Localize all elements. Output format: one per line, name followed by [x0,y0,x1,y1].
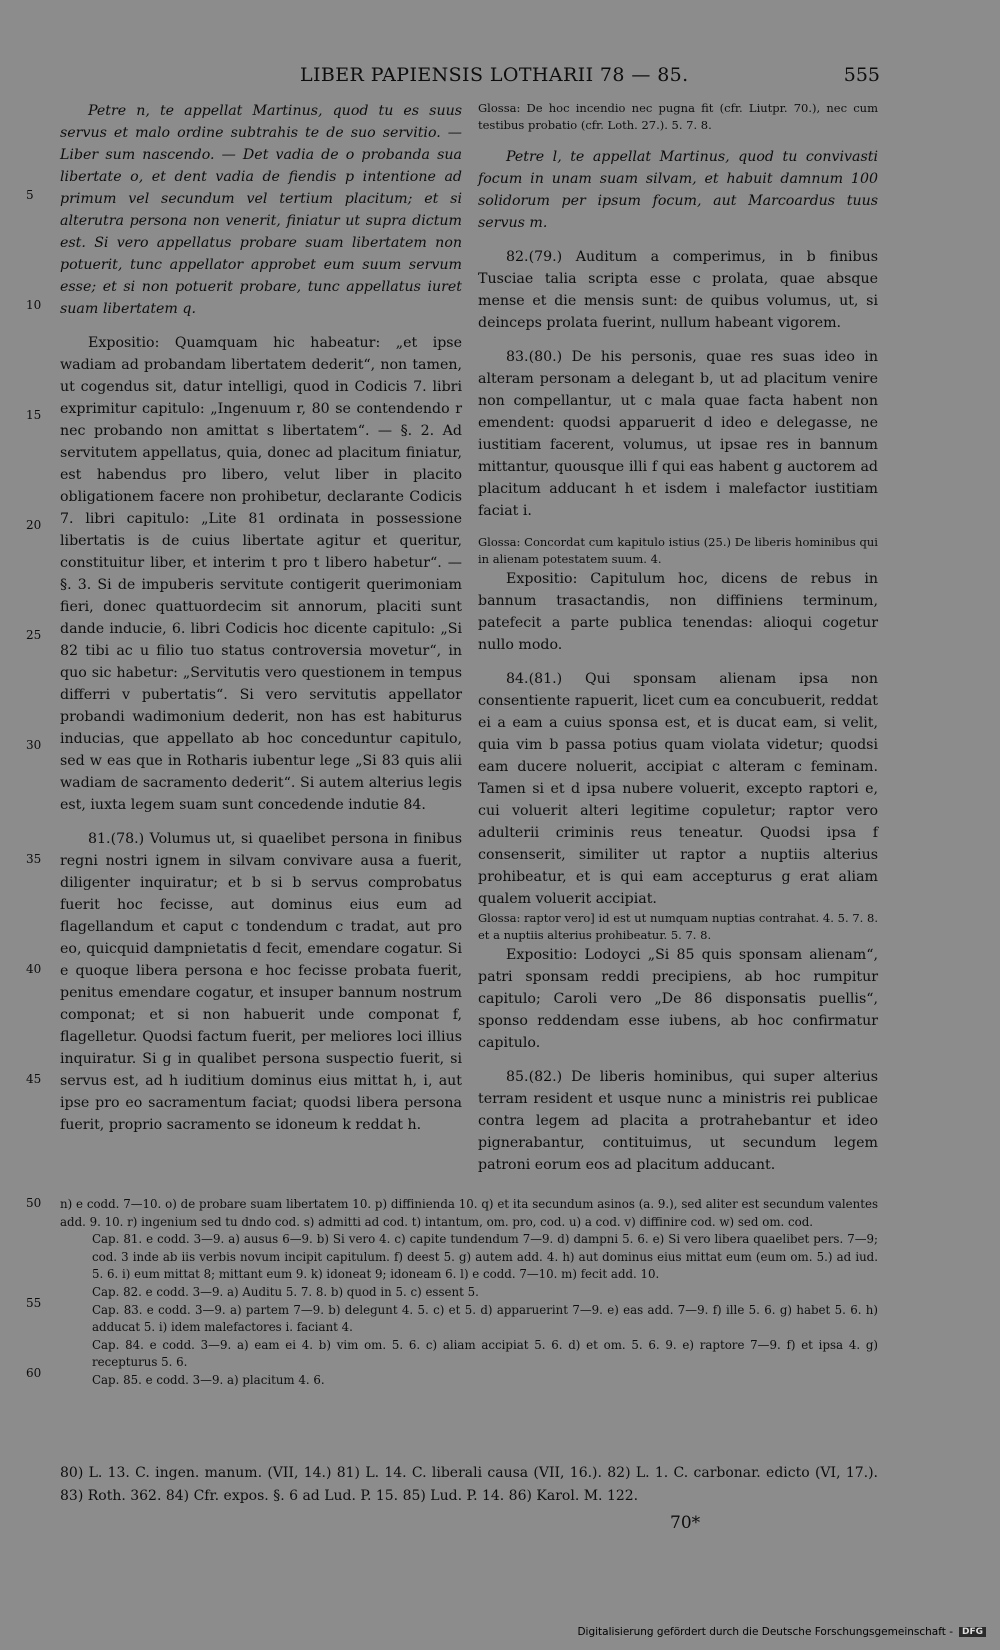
expositio-paragraph: Expositio: Quamquam hic habeatur: „et ipse wadiam ad probandam libertatem dederit“, non tamen, ut cogendus sit, datur intelligi, quod in Codicis 7. libri exprimitur capitulo: „Ingenuum r, 80 se contendendo r nec probando non amittat s libertatem“. — §. 2. Ad servitutem appellatus, quia, donec ad placitum finiatur, est habendus pro libero, velut liber in placito obligationem facere non prohibetur, declarante Codicis 7. libri capitulo: „Lite 81 ordinata in possessione libertatis is de cuius libertate agitur et queritur, constituitur liber, et interim t pro t libero habetur“. — §. 3. Si de impuberis servitute contigerit querimoniam fieri, donec quattuordecim sit annorum, placiti sunt dande inducie, 6. libri Codicis hoc dicente capitulo: „Si 82 tibi ac u filio tuo status controversia movetur“, in quo sic habetur: „Servitutis vero questionem in tempus differri v pubertatis“. Si vero servitutis appellator probandi wadimonium dederit, non has est habiturus inducias, que appellato ab hoc conceduntur capitulo, sed w eas que in Rotharis iubentur lege „Si 83 quis alii wadiam de sacramento dederit“. Si autem alterius legis est, iuxta legem suam sunt concedende indutie 84. [60,335,462,813]
line-number: 10 [26,298,42,312]
left-column [60,100,462,1136]
line-number: 15 [26,408,42,422]
line-number: 60 [26,1366,42,1380]
line-number: 55 [26,1296,42,1310]
glossa-note: Glossa: De hoc incendio nec pugna fit (cfr. Liutpr. 70.), nec cum testibus probatio (cfr. Loth. 27.). 5. 7. 8. [478,101,878,132]
footnote: Cap. 81. e codd. 3—9. a) ausus 6—9. b) Si vero 4. c) capite tundendum 7—9. d) dampni 5. 6. e) Si vero libera quaelibet pers. 7—9; cod. 3 inde ab iis verbis novum incipit capitulum. f) deest 5. g) autem add. 4. h) aut dominus eius mittat eum (eum om. 5.) ad iud. 5. 6. i) eum mittat 8; mittant eum 9. k) idoneat 9; idoneam 6. l) e codd. 7—10. m) fecit add. 10. [92,1232,878,1282]
glossa-note: Glossa: Concordat cum kapitulo istius (25.) De liberis hominibus qui in alienam potestatem suum. 4. [478,535,878,566]
page-number: 555 [843,64,880,86]
chapter-82: 82.(79.) Auditum a comperimus, in b finibus Tusciae talia scripta esse c prolata, quae absque mense et die mensis sunt: de quibus volumus, ut, si deinceps prolata fuerint, nullum habeant vigorem. [478,249,878,331]
line-number: 45 [26,1072,42,1086]
footnote: Cap. 84. e codd. 3—9. a) eam ei 4. b) vim om. 5. 6. c) aliam accipiat 5. 6. d) et om. 5. 6. 9. e) raptore 7—9. f) et ipsa 4. g) recepturus 5. 6. [92,1337,878,1370]
expositio-paragraph: Expositio: Lodoyci „Si 85 quis sponsam alienam“, patri sponsam reddi precipiens, ab hoc rumpitur capitulo; Caroli vero „De 86 disponsatis puellis“, sponso reddendam esse iubens, ab hoc confirmatur capitulo. [478,947,878,1051]
digitization-credit [577,1626,986,1638]
line-number: 50 [26,1196,42,1210]
footnote: Cap. 82. e codd. 3—9. a) Auditu 5. 7. 8. b) quod in 5. c) essent 5. [92,1284,479,1299]
formula-text: Petre n, te appellat Martinus, quod tu es suus servus et malo ordine subtrahis te de suo servitio. — Liber sum nascendo. — Det vadia de o probanda sua libertate o, et dent vadia de fiendis p intentione ad primum vel secundum vel tertium placitum; et si alterutra persona non venerit, finiatur ut supra dictum est. Si vero appellatus probare suam libertatem non potuerit, tunc appellator approbet eum suum servum esse; et si non potuerit probare, tunc appellatus iuret suam libertatem q. [60,103,462,317]
line-number: 5 [26,188,34,202]
footnote: Cap. 83. e codd. 3—9. a) partem 7—9. b) delegunt 4. 5. c) et 5. d) apparuerint 7—9. e) eas add. 7—9. f) ille 5. 6. g) habet 5. 6. h) adducat 5. i) idem malefactores i. faciant 4. [92,1302,878,1335]
glossa-note: Glossa: raptor vero] id est ut numquam nuptias contrahat. 4. 5. 7. 8. et a nuptiis alterius prohibeatur. 5. 7. 8. [478,911,878,942]
right-column [478,100,878,1176]
expositio-paragraph: Expositio: Capitulum hoc, dicens de rebus in bannum trasactandis, non diffiniens terminum, patefecit a parte publica tenendas: alioqui cogetur nullo modo. [478,571,878,653]
formula-text: Petre l, te appellat Martinus, quod tu convivasti focum in unam suam silvam, et habuit damnum 100 solidorum per ipsum focum, aut Marcoardus tuus servus m. [478,149,878,231]
dfg-logo: DFG [959,1627,986,1637]
running-header [300,64,880,90]
credit-text: Digitalisierung gefördert durch die Deutsche Forschungsgemeinschaft - [577,1626,953,1638]
line-number: 30 [26,738,42,752]
chapter-81: 81.(78.) Volumus ut, si quaelibet persona in finibus regni nostri ignem in silvam convivare ausa a fuerit, diligenter inquiratur; et b si b servus comprobatus fuerit hoc fecisse, aut dominus eius eum ad flagellandum et caput c tondendum c tradat, aut pro eo, quicquid dampnietatis d fecit, emendare cogatur. Si e quoque libera persona e hoc fecisse probata fuerit, penitus emendare cogatur, et insuper bannum nostrum componat; et si non habuerit unde componat f, flagelletur. Quodsi factum fuerit, per meliores loci illius inquiratur. Si g in qualibet persona suspectio fuerit, si servus est, ad h iuditium dominus eius mittat h, i, aut ipse pro eo sacramentum faciat; quodsi libera persona fuerit, proprio sacramento se idoneum k reddat h. [60,831,462,1133]
chapter-84: 84.(81.) Qui sponsam alienam ipsa non consentiente rapuerit, licet cum ea concubuerit, reddat ei a eam a cuius sponsa est, et is ducat eam, si velit, quia vim b passa potius quam violata videtur; quodsi eam ducere noluerit, accipiat c alteram c feminam. Tamen si et d ipsa nubere voluerit, excepto raptori e, cui voluerit alteri legitime copuletur; raptor vero adulterii criminis reus teneatur. Quodsi ipsa f consenserit, similiter ut raptor a nuptiis alterius prohibeatur, et is qui eam accepturus g erat aliam qualem voluerit accipiat. [478,671,878,907]
critical-apparatus [60,1196,878,1390]
line-number: 40 [26,962,42,976]
source-references: 80) L. 13. C. ingen. manum. (VII, 14.) 81) L. 14. C. liberali causa (VII, 16.). 82) L. 1. C. carbonar. edicto (VI, 17.). 83) Roth. 362. 84) Cfr. expos. §. 6 ad Lud. P. 15. 85) Lud. P. 14. 86) Karol. M. 122. [60,1465,878,1504]
line-number: 20 [26,518,42,532]
chapter-83: 83.(80.) De his personis, quae res suas ideo in alteram personam a delegant b, ut ad placitum venire non compellantur, ut c mala quae facta habent non emendent: quodsi apparuerit d ideo e delegasse, ne iustitiam facerent, volumus, ut ipsae res in bannum mittantur, quousque illi f qui eas habent g auctorem ad placitum adducant h et isdem i malefactor iustitiam faciat i. [478,349,878,519]
footnote: Cap. 85. e codd. 3—9. a) placitum 4. 6. [92,1372,325,1387]
line-number: 35 [26,852,42,866]
header-title: LIBER PAPIENSIS LOTHARII 78 — 85. [300,64,689,86]
chapter-85: 85.(82.) De liberis hominibus, qui super alterius terram resident et usque nunc a ministris rei publicae contra legem ad placita a protrahebantur et ideo pignerabantur, contituimus, ut secundum legem patroni eorum eos ad placitum adducant. [478,1069,878,1173]
signature-mark: 70* [670,1513,701,1533]
footnote: n) e codd. 7—10. o) de probare suam libertatem 10. p) diffinienda 10. q) et ita secundum asinos (a. 9.), sed aliter est secundum valentes add. 9. 10. r) ingenium sed tu dndo cod. s) admitti ad cod. t) intantum, om. pro, cod. u) a cod. v) diffinire cod. w) sed om. cod. [60,1197,878,1229]
line-number: 25 [26,628,42,642]
